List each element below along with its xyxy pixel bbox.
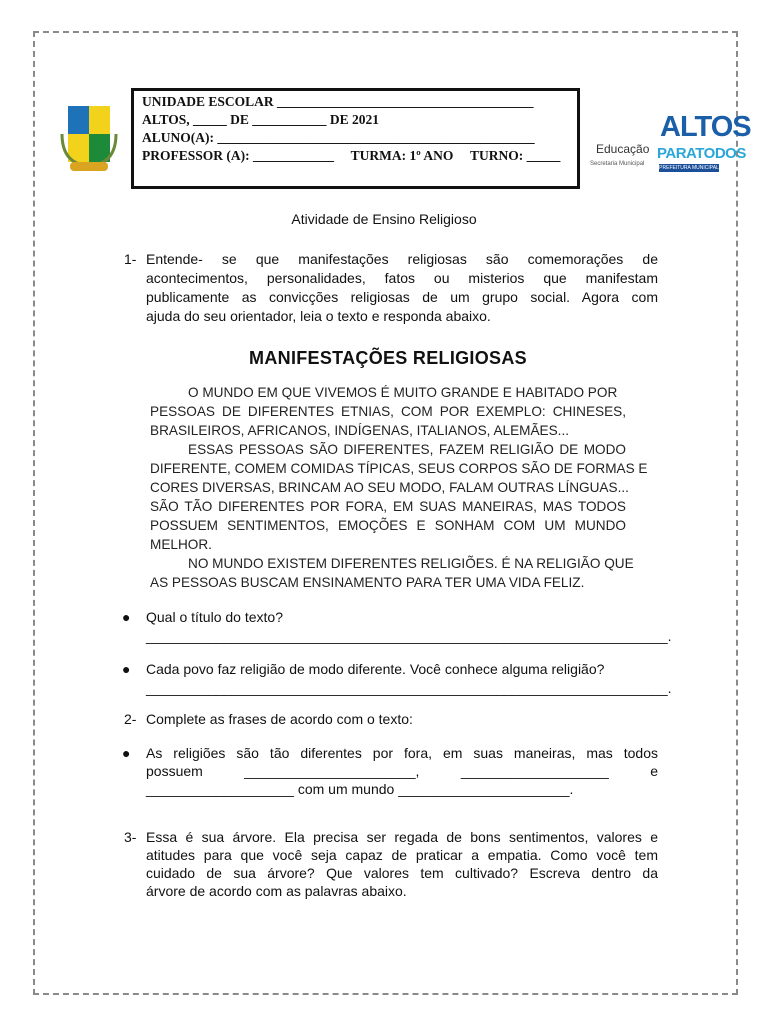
q2-fill-line[interactable]: ___________________ com um mundo ______________________. <box>146 781 574 797</box>
passage-line: CORES DIVERSAS, BRINCAM AO SEU MODO, FALAM OUTRAS LÍNGUAS... <box>150 480 629 495</box>
bullet-question: Cada povo faz religião de modo diferente. Você conhece alguma religião? <box>146 661 605 677</box>
q1-line: ajuda do seu orientador, leia o texto e responda abaixo. <box>146 308 491 324</box>
bullet-question: Qual o título do texto? <box>146 609 283 625</box>
school-unit-field[interactable]: UNIDADE ESCOLAR ______________________________________ <box>142 94 534 109</box>
answer-line[interactable]: ___________________________________________________________________. <box>146 680 672 696</box>
bullet-icon: ● <box>122 609 131 625</box>
passage-line: NO MUNDO EXISTEM DIFERENTES RELIGIÕES. É NA RELIGIÃO QUE <box>188 556 634 571</box>
q3-line: atitudes para que você seja capaz de praticar a empatia. Como você tem <box>146 847 658 863</box>
date-field[interactable]: ALTOS, _____ DE ___________ DE 2021 <box>142 112 380 127</box>
q2-number: 2- <box>124 711 137 727</box>
passage-line: AS PESSOAS BUSCAM ENSINAMENTO PARA TER UMA VIDA FELIZ. <box>150 575 585 590</box>
altos-coat-of-arms-logo <box>60 104 118 176</box>
passage-line: SÃO TÃO DIFERENTES POR FORA, EM SUAS MANEIRAS, MAS TODOS <box>150 499 626 514</box>
prefeitura-label: PREFEITURA MUNICIPAL <box>659 165 719 171</box>
q1-line: acontecimentos, personalidades, fatos ou misterios que manifestam <box>146 270 658 286</box>
q1-line: Entende- se que manifestações religiosas são comemorações de <box>146 251 658 267</box>
answer-line[interactable]: ___________________________________________________________________. <box>146 628 672 644</box>
education-label: Educação <box>596 142 650 156</box>
teacher-class-field[interactable]: PROFESSOR (A): ____________ TURMA: 1º ANO TURNO: _____ <box>142 148 561 163</box>
passage-title: MANIFESTAÇÕES RELIGIOSAS <box>249 348 527 368</box>
q2-line: As religiões são tão diferentes por fora, em suas maneiras, mas todos <box>146 745 658 761</box>
q1-line: publicamente as convicções religiosas de um grupo social. Agora com <box>146 289 658 305</box>
passage-line: BRASILEIROS, AFRICANOS, INDÍGENAS, ITALIANOS, ALEMÃES... <box>150 423 570 438</box>
passage-line: POSSUEM SENTIMENTOS, EMOÇÕES E SONHAM COM UM MUNDO <box>150 518 626 533</box>
q3-line: árvore de acordo com as palavras abaixo. <box>146 883 407 899</box>
passage-line: DIFERENTE, COMEM COMIDAS TÍPICAS, SEUS CORPOS SÃO DE FORMAS E <box>150 461 648 476</box>
education-sub-label: Secretaria Municipal <box>590 161 645 167</box>
q3-number: 3- <box>124 829 137 845</box>
q2-text: Complete as frases de acordo com o texto: <box>146 711 413 727</box>
passage-line: ESSAS PESSOAS SÃO DIFERENTES, FAZEM RELIGIÃO DE MODO <box>188 442 626 457</box>
bullet-icon: ● <box>122 745 131 761</box>
bullet-icon: ● <box>122 661 131 677</box>
q3-line: cuidado de sua árvore? Que valores tem cultivado? Escreva dentro da <box>146 865 658 881</box>
passage-line: PESSOAS DE DIFERENTES ETNIAS, COM POR EXEMPLO: CHINESES, <box>150 404 626 419</box>
passage-line: MELHOR. <box>150 537 212 552</box>
page-title: Atividade de Ensino Religioso <box>291 211 477 227</box>
teacher-field-student[interactable]: ALUNO(A): _______________________________________________ <box>142 130 535 145</box>
q1-number: 1- <box>124 251 137 267</box>
q3-line: Essa é sua árvore. Ela precisa ser regada de bons sentimentos, valores e <box>146 829 658 845</box>
altos-logo-text: ALTOS <box>660 111 751 143</box>
paratodos-logo-text: PARATODOS <box>657 145 746 162</box>
passage-line: O MUNDO EM QUE VIVEMOS É MUITO GRANDE E HABITADO POR <box>188 385 618 400</box>
q2-fill-line[interactable]: possuem ______________________, ___________________ e <box>146 763 658 779</box>
